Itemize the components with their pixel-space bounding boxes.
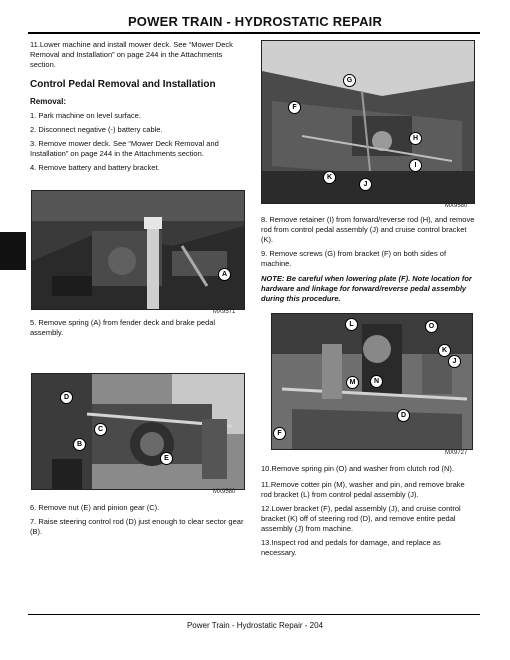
figure-code: MX9727 [445, 450, 468, 456]
callout-g: G [343, 74, 356, 87]
step-4: 4. Remove battery and battery bracket. [30, 163, 160, 172]
figure-code: MX9580 [445, 203, 468, 209]
section-heading: Control Pedal Removal and Installation [30, 79, 216, 90]
footer-rule [28, 614, 480, 615]
callout-j: J [448, 355, 461, 368]
figure-code: MX9580 [213, 489, 236, 495]
step-8: 8. Remove retainer (I) from forward/reverse rod (H), and remove rod from control pedal assembly (J) and cruise control bracket (K). [261, 215, 475, 244]
callout-a: A [218, 268, 231, 281]
callout-l: L [345, 318, 358, 331]
section-tab-marker [0, 232, 26, 270]
callout-k: K [438, 344, 451, 357]
page-title: POWER TRAIN - HYDROSTATIC REPAIR [127, 14, 383, 29]
page-footer: Power Train - Hydrostatic Repair - 204 [186, 621, 324, 630]
callout-i: I [409, 159, 422, 172]
callout-c: C [94, 423, 107, 436]
removal-label: Removal: [30, 97, 67, 106]
step-11-install-deck: 11.Lower machine and install mower deck. See “Mower Deck Removal and Installation” on page 244 in the Attachments section. [30, 40, 233, 69]
callout-j: J [359, 178, 372, 191]
callout-o: O [425, 320, 438, 333]
callout-f: F [273, 427, 286, 440]
left-column-top [30, 40, 244, 173]
header-rule [28, 32, 480, 34]
step-3: 3. Remove mower deck. See “Mower Deck Removal and Installation” on page 244 in the Attachments section. [30, 139, 219, 158]
callout-f: F [288, 101, 301, 114]
step-1: 1. Park machine on level surface. [30, 111, 141, 120]
step-11-remove-cotter: 11.Remove cotter pin (M), washer and pin, and remove brake rod bracket (L) from control pedal assembly (J). [261, 480, 465, 499]
callout-m: M [346, 376, 359, 389]
step-10: 10.Remove spring pin (O) and washer from clutch rod (N). [261, 464, 454, 473]
step-13: 13.Inspect rod and pedals for damage, and replace as necessary. [261, 538, 441, 557]
note-lowering-plate: NOTE: Be careful when lowering plate (F). Note location for hardware and linkage for forward/reverse pedal assembly during this procedure. [261, 274, 472, 303]
step-5: 5. Remove spring (A) from fender deck and brake pedal assembly. [30, 318, 216, 337]
step-7: 7. Raise steering control rod (D) just enough to clear sector gear (B). [30, 517, 244, 536]
step-12: 12.Lower bracket (F), pedal assembly (J), and cruise control bracket (K) off of steering rod (D), and remove entire pedal assembly (J) from machine. [261, 504, 461, 533]
callout-k: K [323, 171, 336, 184]
callout-d: D [60, 391, 73, 404]
step-6: 6. Remove nut (E) and pinion gear (C). [30, 503, 160, 512]
figure-spring-photo [31, 190, 245, 310]
callout-b: B [73, 438, 86, 451]
callout-h: H [409, 132, 422, 145]
step-9: 9. Remove screws (G) from bracket (F) on both sides of machine. [261, 249, 447, 268]
step-2: 2. Disconnect negative (-) battery cable. [30, 125, 163, 134]
callout-n: N [370, 375, 383, 388]
figure-code: MX9571 [213, 309, 236, 315]
callout-d: D [397, 409, 410, 422]
callout-e: E [160, 452, 173, 465]
